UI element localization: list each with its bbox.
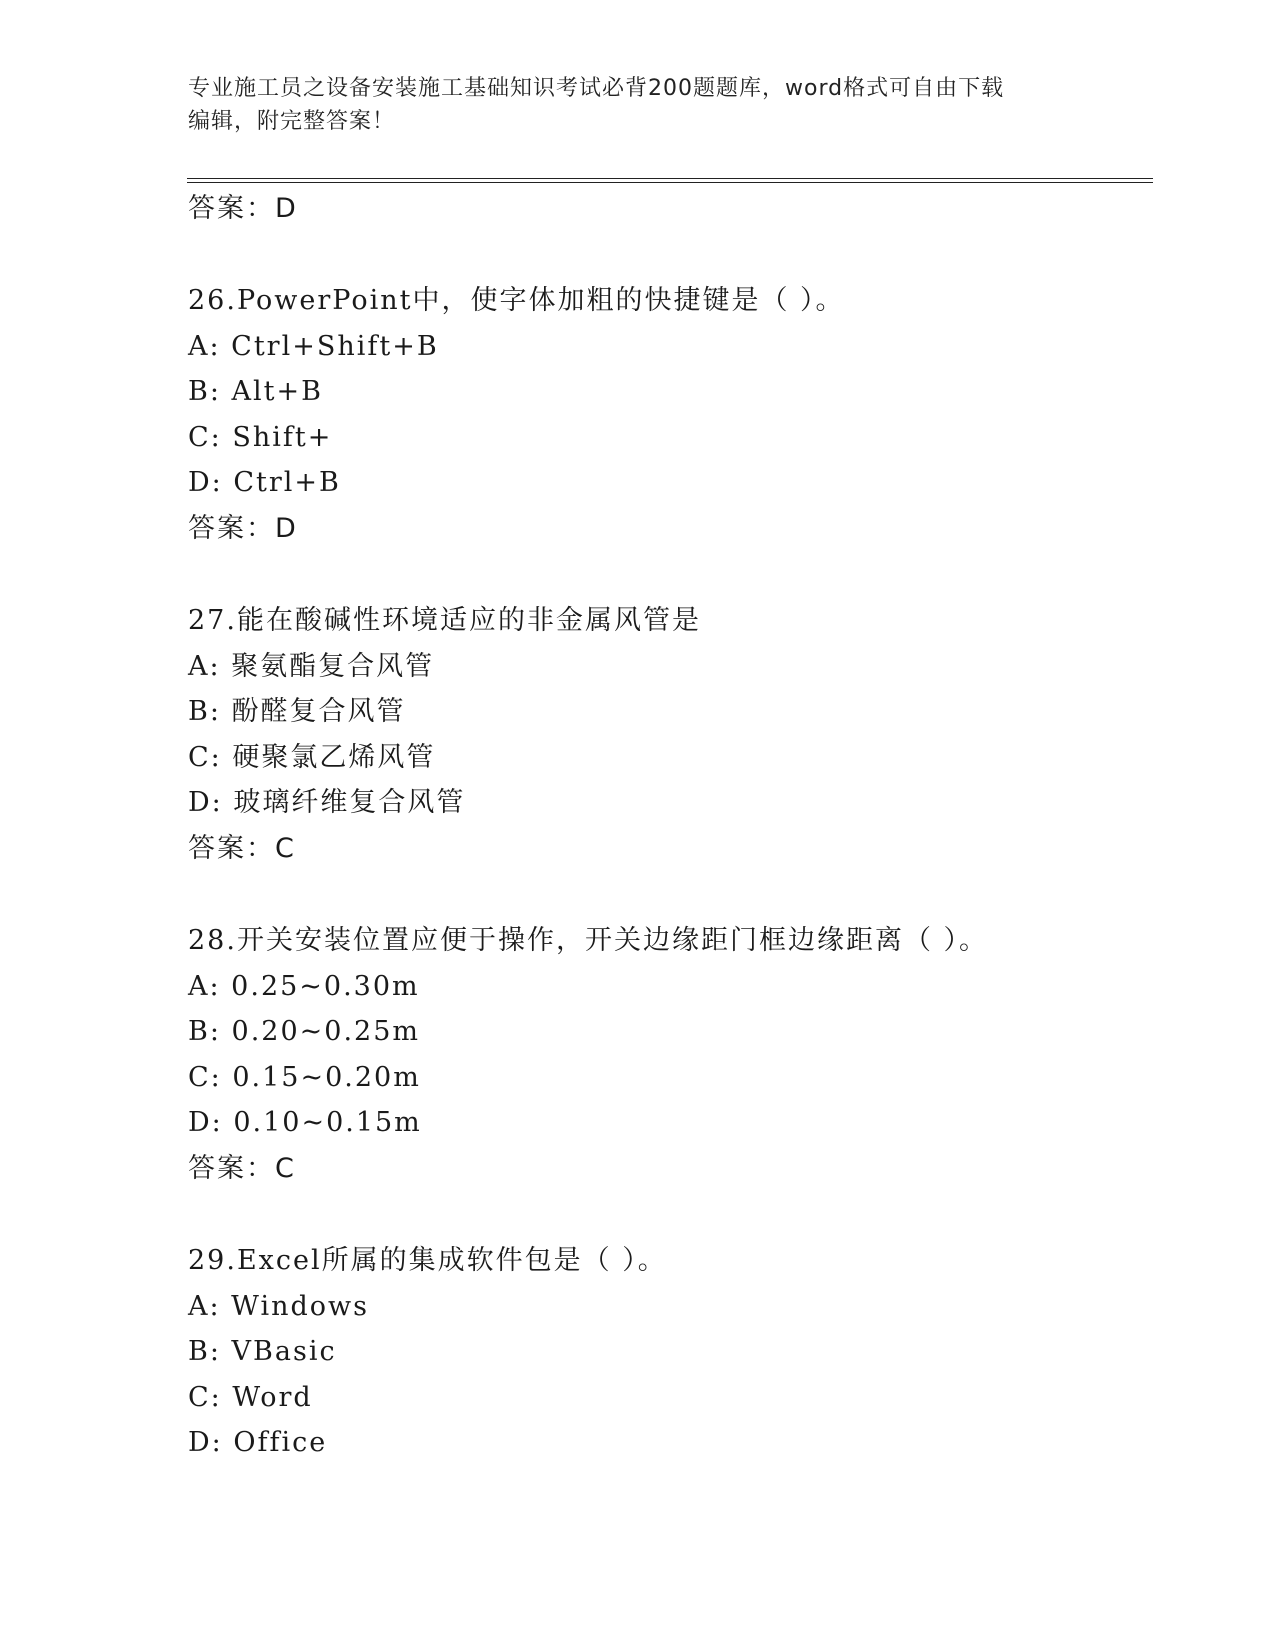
header-rule-top xyxy=(187,178,1153,179)
option-a: A: 0.25~0.30m xyxy=(188,970,420,1002)
answer-line: 答案：D xyxy=(188,512,298,544)
question-stem: 27.能在酸碱性环境适应的非金属风管是 xyxy=(188,605,701,636)
question-stem: 26.PowerPoint中，使字体加粗的快捷键是（ ）。 xyxy=(188,285,845,316)
question-stem: 28.开关安装位置应便于操作，开关边缘距门框边缘距离（ ）。 xyxy=(188,925,989,956)
question-28 xyxy=(188,918,1148,1191)
option-c: C: Word xyxy=(188,1381,313,1413)
question-list xyxy=(188,186,1148,1466)
question-stem: 29.Excel所属的集成软件包是（ ）。 xyxy=(188,1245,667,1276)
option-b: B: VBasic xyxy=(188,1336,337,1367)
option-b: B: 0.20~0.25m xyxy=(188,1016,420,1047)
option-d: D: 0.10~0.15m xyxy=(188,1107,422,1138)
option-c: C: Shift+ xyxy=(188,421,333,453)
question-29 xyxy=(188,1238,1148,1466)
option-c: C: 0.15~0.20m xyxy=(188,1061,421,1093)
option-d: D: Ctrl+B xyxy=(188,467,341,498)
header-line-1: 专业施工员之设备安装施工基础知识考试必背200题题库，word格式可自由下载 xyxy=(188,76,1005,101)
answer-line: 答案：C xyxy=(188,1152,296,1184)
question-27 xyxy=(188,598,1148,871)
option-b: B: 酚醛复合风管 xyxy=(188,696,406,727)
answer-line: 答案：C xyxy=(188,832,296,864)
header-line-2: 编辑，附完整答案！ xyxy=(188,109,396,134)
header-rule-bottom xyxy=(187,182,1153,183)
question-26 xyxy=(188,278,1148,551)
answer-line: 答案：D xyxy=(188,193,298,224)
option-a: A: Windows xyxy=(188,1290,369,1322)
option-c: C: 硬聚氯乙烯风管 xyxy=(188,741,436,773)
option-d: D: 玻璃纤维复合风管 xyxy=(188,787,466,818)
option-b: B: Alt+B xyxy=(188,376,323,407)
page-header xyxy=(188,72,1088,138)
option-d: D: Office xyxy=(188,1427,328,1458)
option-a: A: Ctrl+Shift+B xyxy=(188,330,439,362)
option-a: A: 聚氨酯复合风管 xyxy=(188,650,435,682)
